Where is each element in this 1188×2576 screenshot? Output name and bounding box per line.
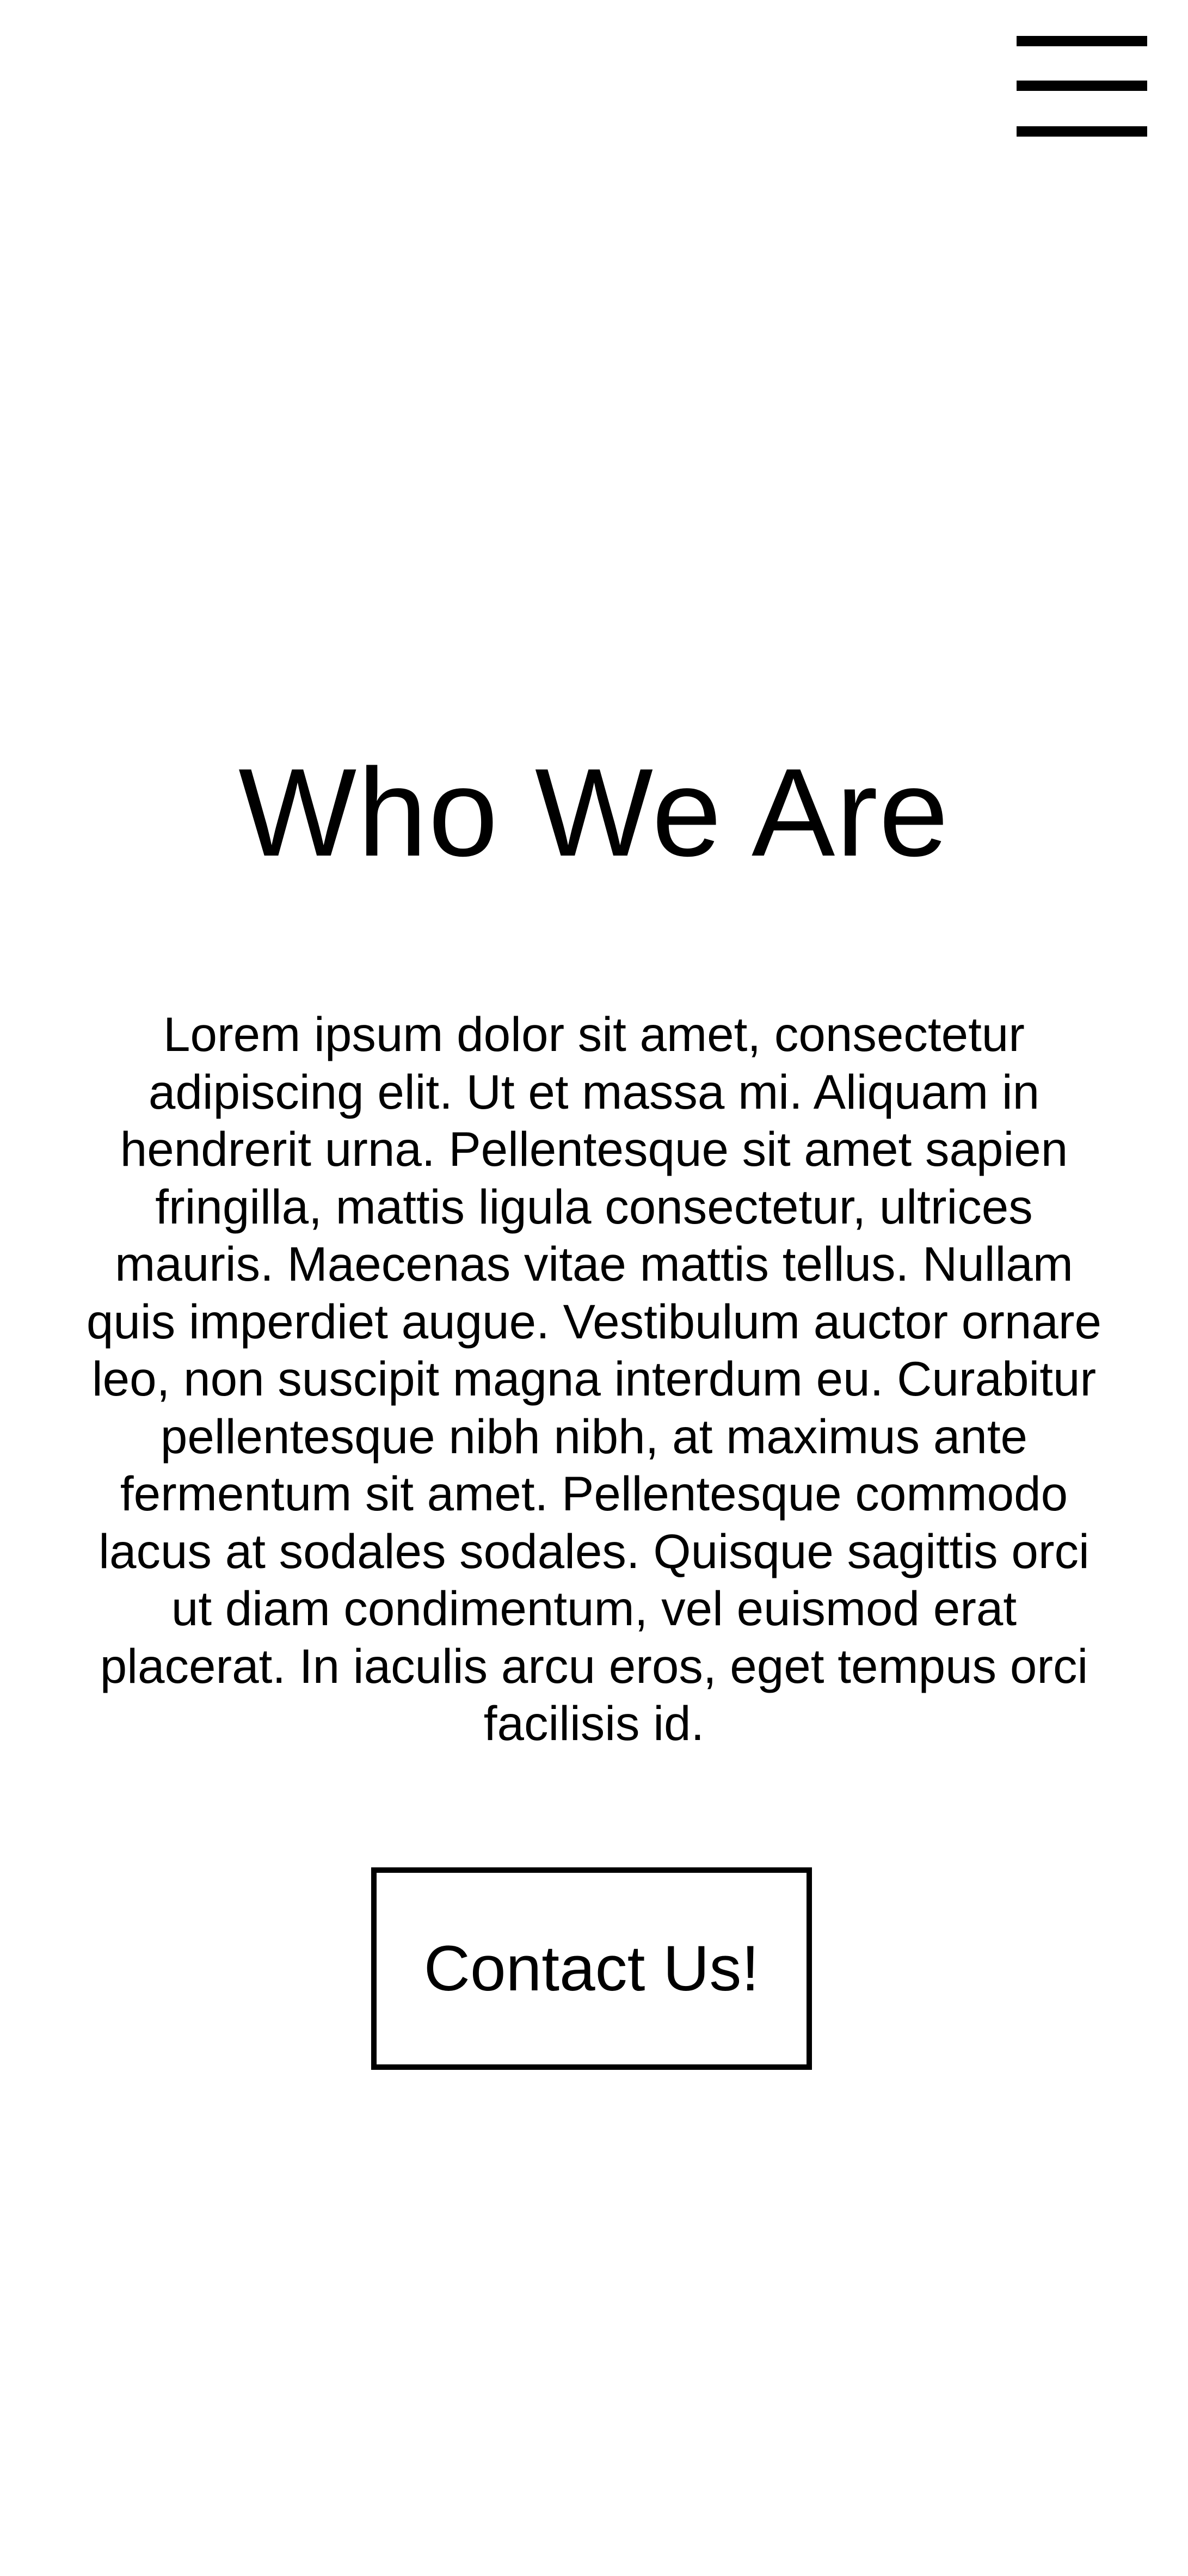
- menu-bar-bottom: [1017, 126, 1147, 137]
- section-body-text: Lorem ipsum dolor sit amet, consectetur adipiscing elit. Ut et massa mi. Aliquam in hendrerit urna. Pellentesque sit amet sapien fringilla, mattis ligula consectetur, ultrices mauris. Maecenas vitae mattis tellus. Nullam quis imperdiet augue. Vestibulum auctor ornare leo, non suscipit magna interdum eu. Curabitur pellentesque nibh nibh, at maximus ante fermentum sit amet. Pellentesque commodo lacus at sodales sodales. Quisque sagittis orci ut diam condimentum, vel euismod erat placerat. In iaculis arcu eros, eget tempus orci facilisis id.: [86, 1007, 1102, 1750]
- section-title: Who We Are: [238, 742, 950, 882]
- menu-bar-middle: [1017, 81, 1147, 91]
- menu-button[interactable]: [1017, 33, 1147, 136]
- menu-bar-top: [1017, 36, 1147, 46]
- contact-us-button[interactable]: Contact Us!: [371, 1867, 812, 2070]
